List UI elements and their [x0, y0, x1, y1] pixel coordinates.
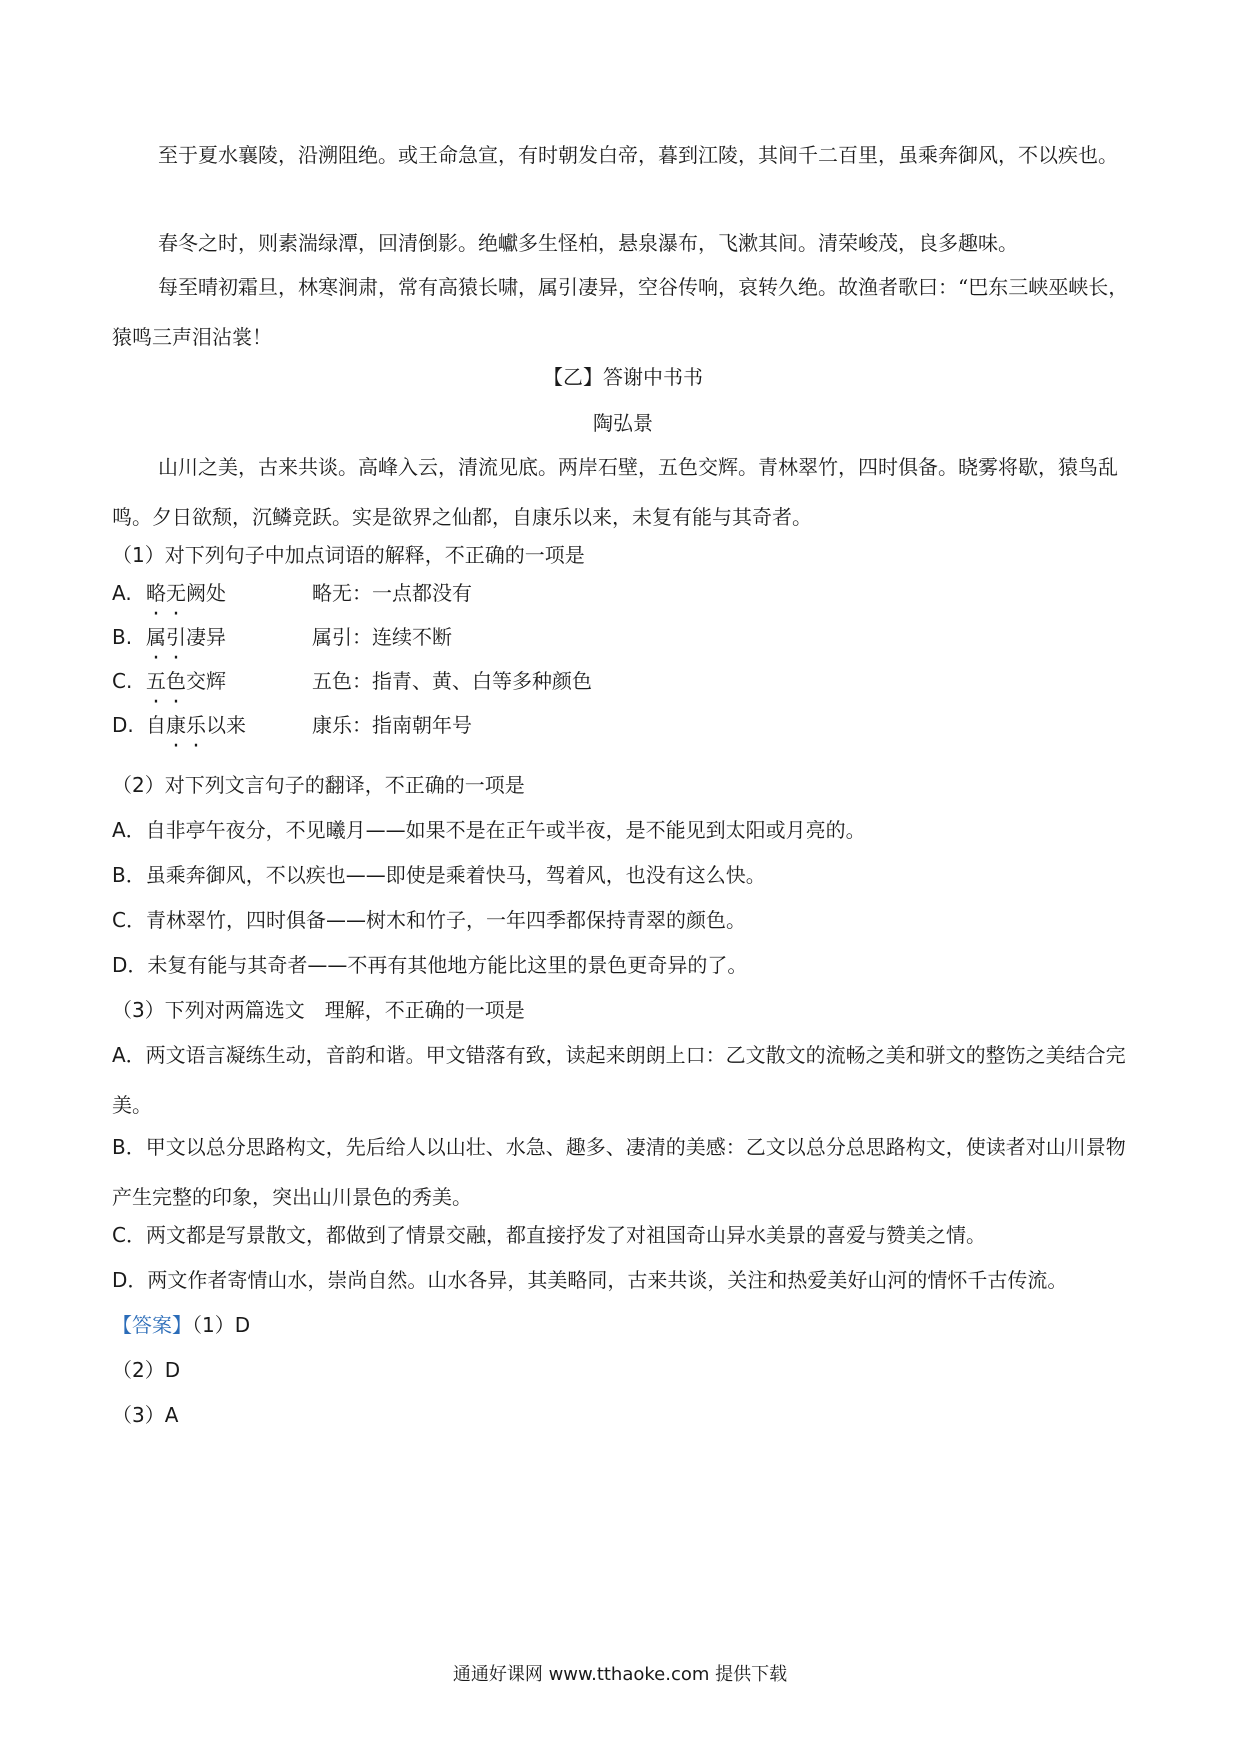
- option-letter: B.: [112, 625, 133, 649]
- question-1-option-b: [112, 622, 452, 652]
- question-3-option-b: B．甲文以总分思路构文，先后给人以山壮、水急、趣多、凄清的美感：乙文以总分总思路构文，使读者对山川景物产生完整的印象，突出山川景色的秀美。: [112, 1135, 1126, 1209]
- dotted-char: 色: [166, 669, 186, 693]
- question-1-stem: （1）对下列句子中加点词语的解释，不正确的一项是: [112, 543, 585, 567]
- question-3-option-d: D．两文作者寄情山水，崇尚自然。山水各异，其美略同，古来共谈，关注和热爱美好山河的情怀千古传流。: [112, 1268, 1068, 1292]
- answer-1: （1）D: [192, 1313, 251, 1337]
- passage-b-text: 山川之美，古来共谈。高峰入云，清流见底。两岸石壁，五色交辉。青林翠竹，四时俱备。晓雾将歇，猿鸟乱鸣。夕日欲颓，沉鳞竞跃。实是欲界之仙都，自康乐以来，未复有能与其奇者。: [112, 455, 1118, 529]
- passage-a-paragraph-2: 春冬之时，则素湍绿潭，回清倒影。绝巘多生怪柏，悬泉瀑布，飞漱其间。清荣峻茂，良多趣味。: [158, 231, 1018, 255]
- question-2-option-d: D．未复有能与其奇者——不再有其他地方能比这里的景色更奇异的了。: [112, 953, 748, 977]
- passage-b-title: 【乙】答谢中书书: [543, 365, 703, 389]
- question-1-option-c: [112, 666, 592, 696]
- answer-label: 【答案】: [112, 1313, 192, 1337]
- option-term: [146, 710, 312, 740]
- dotted-word: [146, 625, 186, 649]
- question-1-option-d: [112, 710, 472, 740]
- dotted-char: 略: [146, 581, 166, 605]
- dotted-char: 属: [146, 625, 166, 649]
- option-letter: D.: [112, 713, 134, 737]
- term-suffix: 交辉: [186, 669, 226, 693]
- question-2-option-c: C．青林翠竹，四时俱备——树木和竹子，一年四季都保持青翠的颜色。: [112, 908, 746, 932]
- question-2-option-a: A．自非亭午夜分，不见曦月——如果不是在正午或半夜，是不能见到太阳或月亮的。: [112, 818, 866, 842]
- term-suffix: 凄异: [186, 625, 226, 649]
- option-explanation: 属引：连续不断: [312, 625, 452, 649]
- passage-a-paragraph-3: 每至晴初霜旦，林寒涧肃，常有高猿长啸，属引凄异，空谷传响，哀转久绝。故渔者歌曰：“巴东三峡巫峡长，猿鸣三声泪沾裳！: [112, 275, 1129, 349]
- dotted-char: 五: [146, 669, 166, 693]
- answer-line-1: [112, 1300, 1134, 1350]
- option-explanation: 略无：一点都没有: [312, 581, 472, 605]
- option-term: [146, 666, 312, 696]
- option-letter: C.: [112, 669, 133, 693]
- dotted-word: [166, 713, 206, 737]
- dotted-word: [146, 669, 186, 693]
- option-letter: A.: [112, 581, 132, 605]
- term-suffix: 以来: [206, 713, 246, 737]
- dotted-word: [146, 581, 186, 605]
- question-2-option-b: B．虽乘奔御风，不以疾也——即使是乘着快马，驾着风，也没有这么快。: [112, 863, 766, 887]
- passage-b-author: 陶弘景: [593, 411, 653, 435]
- question-3-stem: （3）下列对两篇选文 理解，不正确的一项是: [112, 998, 525, 1022]
- dotted-char: 无: [166, 581, 186, 605]
- term-suffix: 阙处: [186, 581, 226, 605]
- dotted-char: 康: [166, 713, 186, 737]
- page-footer: 通通好课网 www.tthaoke.com 提供下载: [452, 1664, 788, 1685]
- option-term: [146, 622, 312, 652]
- question-2-stem: （2）对下列文言句子的翻译，不正确的一项是: [112, 773, 525, 797]
- answer-2: （2）D: [112, 1358, 181, 1382]
- question-1-option-a: [112, 578, 472, 608]
- passage-a-paragraph-1: 至于夏水襄陵，沿溯阻绝。或王命急宣，有时朝发白帝，暮到江陵，其间千二百里，虽乘奔御风，不以疾也。: [158, 143, 1118, 167]
- question-3-option-c: C．两文都是写景散文，都做到了情景交融，都直接抒发了对祖国奇山异水美景的喜爱与赞美之情。: [112, 1223, 986, 1247]
- option-explanation: 五色：指青、黄、白等多种颜色: [312, 669, 592, 693]
- dotted-char: 乐: [186, 713, 206, 737]
- question-3-option-a: A．两文语言凝练生动，音韵和谐。甲文错落有致，读起来朗朗上口：乙文散文的流畅之美和骈文的整饬之美结合完美。: [112, 1043, 1126, 1117]
- option-explanation: 康乐：指南朝年号: [312, 713, 472, 737]
- term-prefix: 自: [146, 713, 166, 737]
- dotted-char: 引: [166, 625, 186, 649]
- option-term: [146, 578, 312, 608]
- answer-3: （3）A: [112, 1403, 179, 1427]
